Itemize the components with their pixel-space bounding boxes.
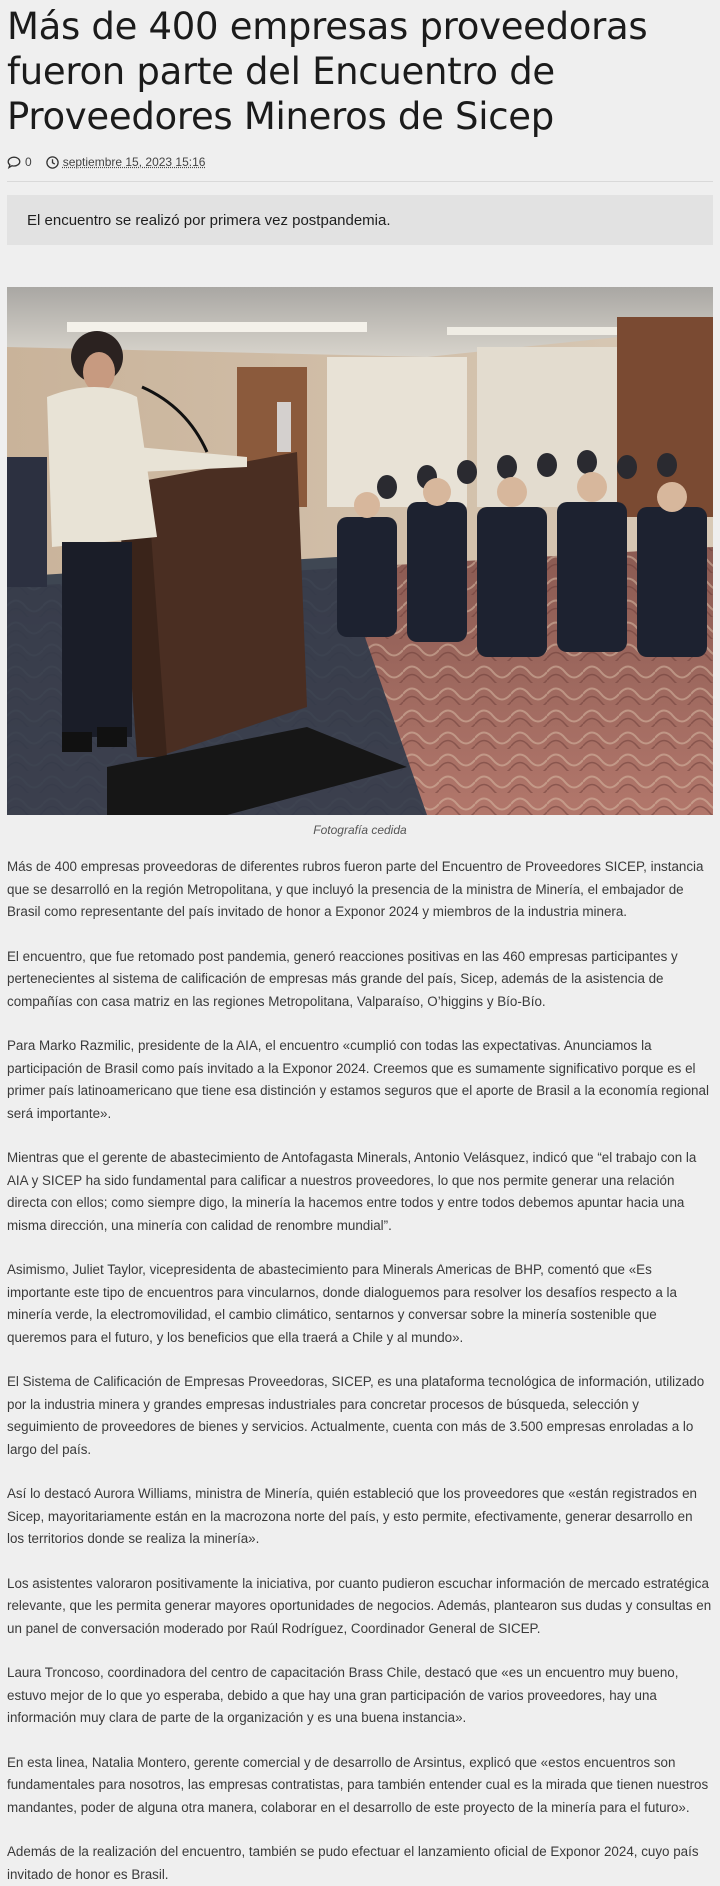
article-paragraph: Además de la realización del encuentro, también se pudo efectuar el lanzamiento oficial de Exponor 2024, cuyo país invitado de honor es Brasil. [7, 1844, 699, 1882]
article-paragraph: Más de 400 empresas proveedoras de diferentes rubros fueron parte del Encuentro de Proveedores SICEP, instancia que se desarrolló en la región Metropolitana, y que incluyó la presencia de la ministra de Minería, el embajador de Brasil como representante del país invitado de honor a Exponor 2024 y miembros de la industria minera. [7, 859, 704, 919]
article-meta [7, 151, 713, 182]
article-lead-text: El encuentro se realizó por primera vez postpandemia. [27, 211, 391, 229]
comments-link[interactable] [7, 155, 32, 169]
article-title: Más de 400 empresas proveedoras fueron parte del Encuentro de Proveedores Mineros de Sicep [7, 5, 648, 138]
publish-date-text: septiembre 15, 2023 15:16 [62, 155, 206, 169]
article-paragraph: Laura Troncoso, coordinadora del centro de capacitación Brass Chile, destacó que «es un encuentro muy bueno, estuvo mejor de lo que yo esperaba, debido a que hay una gran participación de varios proveedores, hay una información muy clara de parte de la organización y es una buena instancia». [7, 1665, 679, 1725]
article-photo [7, 287, 713, 815]
publish-date [46, 155, 206, 169]
clock-icon [46, 156, 59, 169]
article-paragraph: Asimismo, Juliet Taylor, vicepresidenta de abastecimiento para Minerals Americas de BHP, comentó que «Es importante este tipo de encuentros para vincularnos, donde dialoguemos para resolver los desafíos respecto a la minería verde, la electromovilidad, el cambio climático, sentarnos y conversar sobre la minería sostenible que queremos para el futuro, y los beneficios que ella traerá a Chile y al mundo». [7, 1262, 677, 1345]
article-paragraph: El Sistema de Calificación de Empresas Proveedoras, SICEP, es una plataforma tecnológica de información, utilizado por la industria minera y grandes empresas industriales para concretar procesos de búsqueda, selección y seguimiento de proveedores de bienes y servicios. Actualmente, cuenta con más de 3.500 empresas enroladas a lo largo del país. [7, 1374, 705, 1457]
article-lead [7, 195, 713, 245]
article-paragraph: En esta linea, Natalia Montero, gerente comercial y de desarrollo de Arsintus, explicó que «estos encuentros son fundamentales para nosotros, las empresas contratistas, para también entender cual es la mirada que tienen nuestros mandantes, poder de alguna otra manera, colaborar en el desarrollo de este proyecto de la minería para el futuro». [7, 1754, 709, 1815]
article-body [7, 856, 713, 1886]
comments-count: 0 [25, 155, 32, 169]
article-paragraph: El encuentro, que fue retomado post pandemia, generó reacciones positivas en las 460 empresas participantes y pertenecientes al sistema de calificación de empresas más grande del país, Sicep, además de la asistencia de compañías con casa matriz en las regiones Metropolitana, Valparaíso, O’higgins y Bío-Bío. [7, 948, 678, 1009]
photo-caption: Fotografía cedida [313, 823, 407, 837]
article-paragraph: Para Marko Razmilic, presidente de la AIA, el encuentro «cumplió con todas las expectativas. Anunciamos la participación de Brasil como país invitado a la Exponor 2024. Creemos que es sumamente significativo porque es el primer país latinoamericano que tiene esa distinción y estamos seguros que el aporte de Brasil a la economía regional será importante». [7, 1038, 709, 1121]
comment-bubble-icon [7, 156, 21, 169]
article-paragraph: Los asistentes valoraron positivamente la iniciativa, por cuanto pudieron escuchar información de mercado estratégica relevante, que les permita generar mayores oportunidades de negocios. Además, plantearon sus dudas y consultas en un panel de conversación moderado por Raúl Rodríguez, Coordinador General de SICEP. [7, 1575, 712, 1636]
article-paragraph: Mientras que el gerente de abastecimiento de Antofagasta Minerals, Antonio Velásquez, indicó que “el trabajo con la AIA y SICEP ha sido fundamental para calificar a nuestros proveedores, lo que nos permite generar una relación directa con ellos; como siempre digo, la minería la hacemos entre todos y entre todos debemos apuntar hacia una misma dirección, una minería con calidad de renombre mundial”. [7, 1150, 697, 1233]
article-paragraph: Así lo destacó Aurora Williams, ministra de Minería, quién estableció que los proveedores que «están registrados en Sicep, mayoritariamente están en la macrozona norte del país, y esto permite, efectivamente, generar desarrollo en los territorios donde se realiza la minería». [7, 1486, 697, 1546]
